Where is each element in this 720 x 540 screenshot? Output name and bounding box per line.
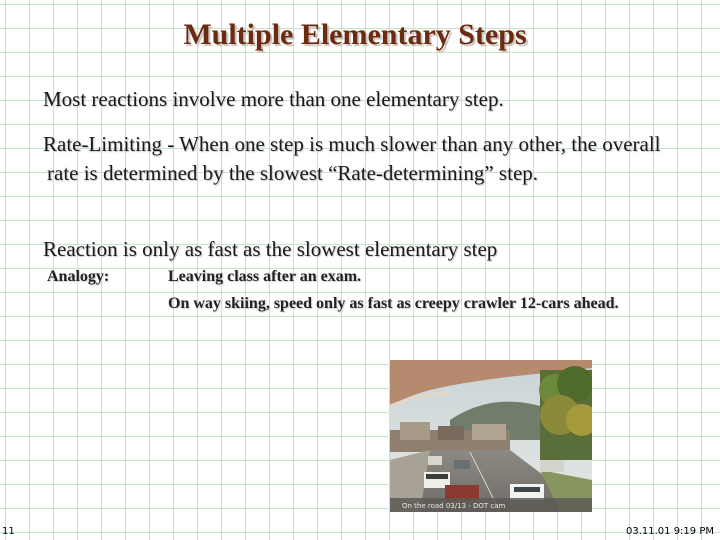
bullet-1: Most reactions involve more than one elementary step. xyxy=(43,87,504,111)
traffic-photo-illustration xyxy=(390,360,592,512)
traffic-photo xyxy=(390,360,592,512)
date-stamp: 03.11.01 9:19 PM xyxy=(625,526,714,537)
analogy-line-2: On way skiing, speed only as fast as creepy crawler 12-cars ahead. xyxy=(168,295,619,312)
analogy-label: Analogy: xyxy=(47,268,110,285)
bullet-2: Rate-Limiting - When one step is much slower than any other, the overall rate is determined by the slowest “Rate-determining” step. xyxy=(43,132,661,185)
page-number: 11 xyxy=(2,526,15,537)
photo-caption: On the road 03/13 - DOT cam xyxy=(402,502,506,510)
analogy-line-1: Leaving class after an exam. xyxy=(168,268,362,285)
slide-title: Multiple Elementary Steps xyxy=(183,18,527,51)
bullet-3: Reaction is only as fast as the slowest elementary step xyxy=(43,237,498,261)
